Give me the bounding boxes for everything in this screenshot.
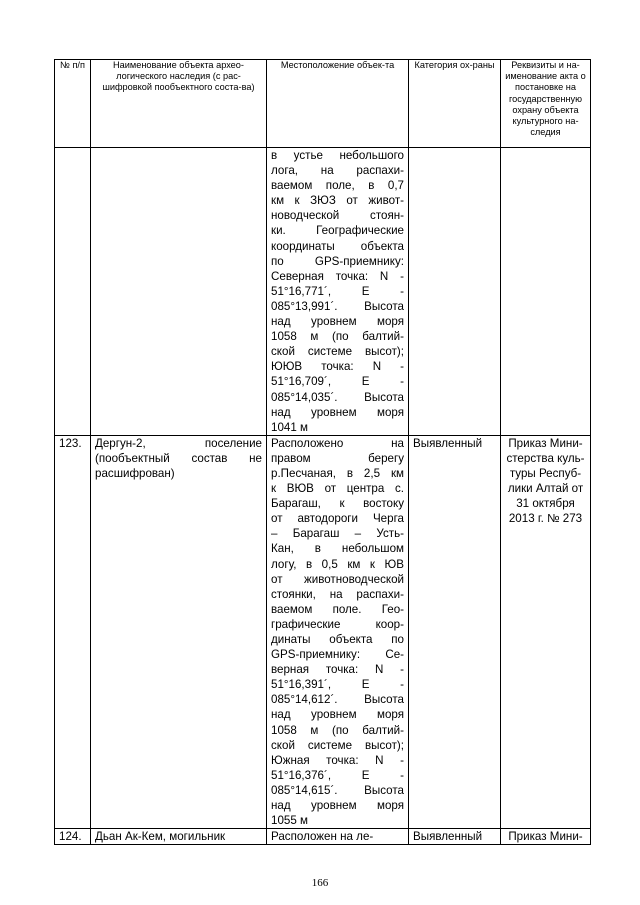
location-line: 51°16,391´, E - [271,678,404,692]
table-row [55,435,591,828]
location-line: от автодороги Черга [271,512,404,526]
header-protection-category: Категория ох-раны [409,60,501,148]
act-line: туры Респуб- [509,466,582,480]
location-line: над уровнем моря [271,315,404,329]
location-line: 085°14,612´. Высота [271,693,404,707]
header-act-details: Реквизиты и на-именование акта о постановке на государственную охрану объекта культурного на-следия [501,60,591,148]
location-line: логу, в 0,5 км к ЮВ [271,557,404,571]
object-name: Дьан Ак-Кем, могильник [91,829,267,845]
location-line: GPS-приемнику: Се- [271,648,404,662]
row-number: 123. [55,435,91,828]
act-line: 2013 г. № 273 [508,512,583,526]
protection-category: Выявленный [409,435,501,828]
protection-category: Выявленный [409,829,501,845]
location-line: 51°16,771´, E - [271,284,404,298]
act-line: Приказ Мини- [508,830,583,844]
location-line: ской системе высот); [271,345,404,359]
location-line: 1041 м [271,420,308,434]
table-body [55,148,591,845]
location-line: новодческой стоян- [271,209,404,223]
location-line: координаты объекта [271,239,404,253]
act-line: Приказ Мини- [508,436,583,450]
location-line: правом берегу [271,451,404,465]
location-line: Северная точка: N - [271,269,404,283]
act-line: 31 октября [516,497,575,511]
table-header [55,60,591,148]
header-location: Местоположение объек-та [267,60,409,148]
page-number: 166 [311,877,329,889]
location-line: 085°14,615´. Высота [271,783,404,797]
location-line: лога, на распахи- [271,164,404,178]
location-line: 51°16,709´, E - [271,375,404,389]
object-name: Дергун-2, поселение (пообъектный состав не расшифрован) [91,435,267,828]
location-line: Барагаш, к востоку [271,497,404,511]
location-line: 1058 м (по балтий- [271,330,404,344]
location-line: над уровнем моря [271,799,404,813]
location-line: по GPS-приемнику: [271,254,404,268]
location-line: 085°14,035´. Высота [271,390,404,404]
header-object-name: Наименование объекта архео-логического наследия (с рас-шифровкой пообъектного соста-ва) [91,60,267,148]
act-details [501,435,591,828]
table-row [55,148,591,436]
location-line: Кан, в небольшом [271,542,404,556]
protection-category [409,148,501,436]
location-line: над уровнем моря [271,405,404,419]
act-details [501,148,591,436]
location-line: от животноводческой [271,572,404,586]
header-number: № п/п [55,60,91,148]
object-location [267,829,409,845]
act-line: стерства куль- [506,451,585,465]
location-line: ской системе высот); [271,738,404,752]
location-line: ки. Географические [271,224,404,238]
location-line: – Барагаш – Усть- [271,527,404,541]
location-line: 085°13,991´. Высота [271,299,404,313]
location-line: динаты объекта по [271,633,404,646]
location-line: стоянки, на распахи- [271,587,404,601]
location-line: над уровнем моря [271,708,404,722]
location-line: Южная точка: N - [271,753,404,767]
location-line: 1055 м [271,814,308,828]
row-number: 124. [55,829,91,845]
location-line: 51°16,376´, E - [271,768,404,782]
location-line: к ВЮВ от центра с. [271,482,404,496]
location-line: ЮЮВ точка: N - [271,360,404,374]
heritage-register-table [54,59,591,845]
object-location [267,435,409,828]
location-line: ваемом поле. Гео- [271,602,404,616]
location-line: Расположен на ле- [271,830,374,844]
location-line: км к ЗЮЗ от живот- [271,194,404,208]
object-name [91,148,267,436]
table-row [55,829,591,845]
location-line: Расположено на [271,436,404,450]
location-line: верная точка: N - [271,663,404,677]
location-line: ваемом поле, в 0,7 [271,179,404,193]
location-line: в устье небольшого [271,149,404,162]
row-number [55,148,91,436]
act-details [501,829,591,845]
location-line: графические коор- [271,617,404,631]
act-line: лики Алтай от [507,482,584,496]
location-line: 1058 м (по балтий- [271,723,404,737]
object-location [267,148,409,436]
location-line: р.Песчаная, в 2,5 км [271,466,404,480]
